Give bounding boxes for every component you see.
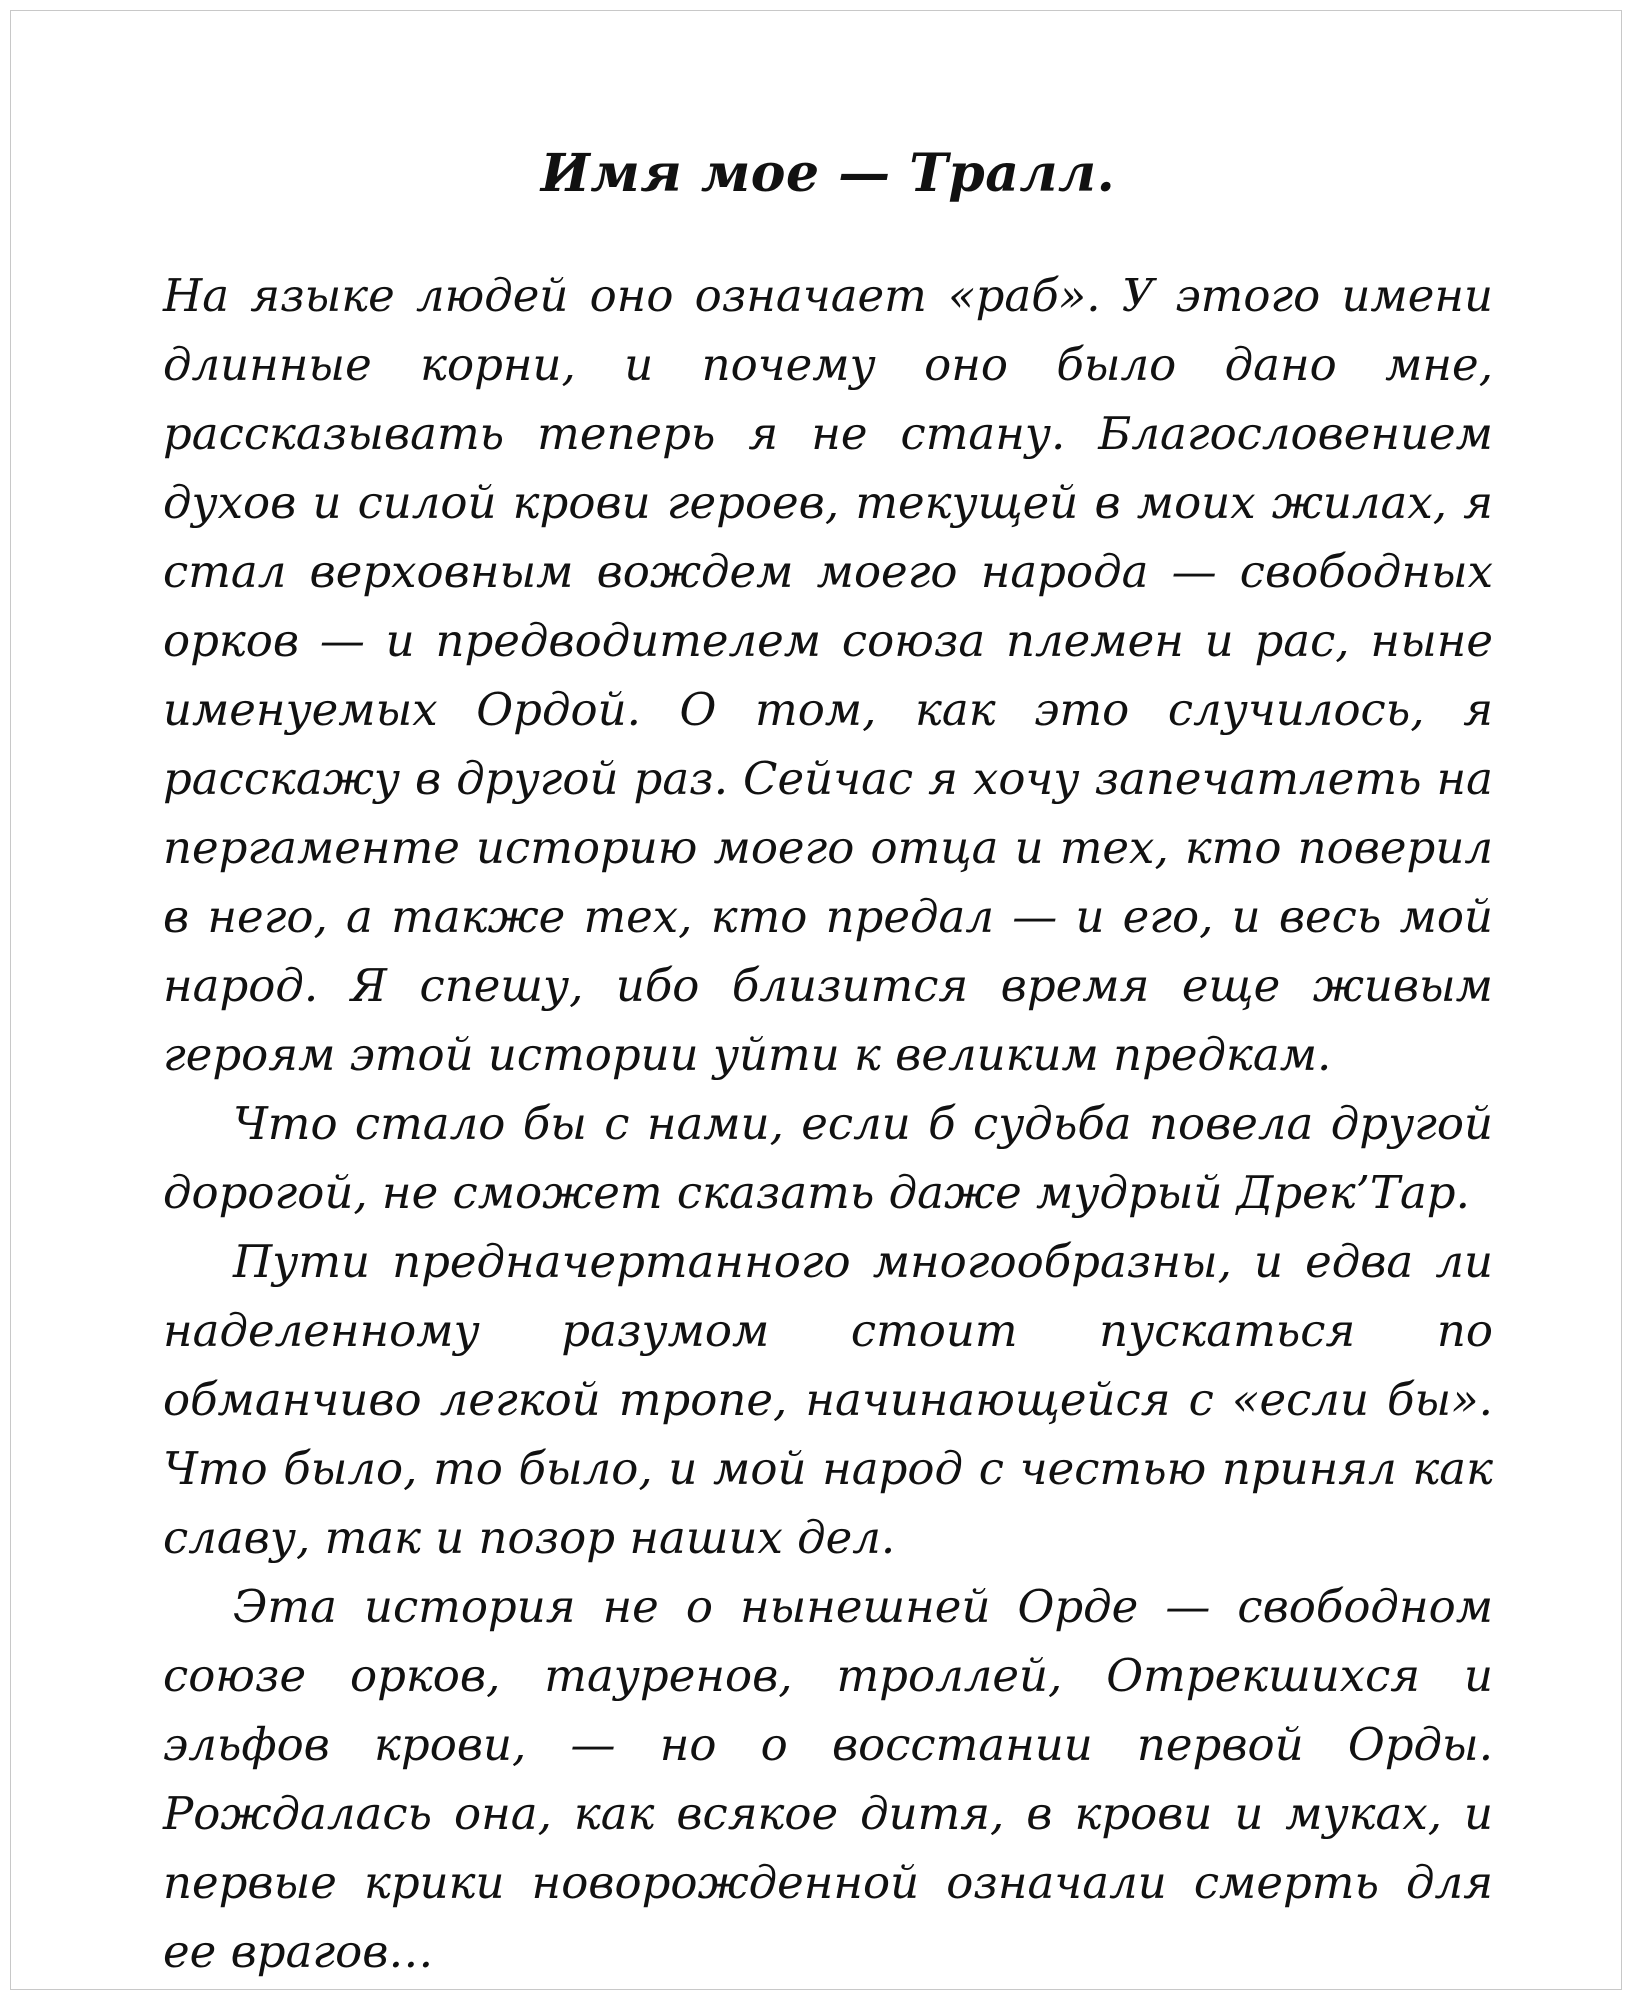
paragraph-4: Эта история не о нынешней Орде — свободном союзе орков, тауренов, троллей, Отрекшихся и эльфов крови, — но о восстании первой Орды. Рождалась она, как всякое дитя, в крови и муках, и первые крики новорожденной означали смерть для ее врагов… xyxy=(163,1580,1493,1978)
book-page xyxy=(10,10,1622,1990)
chapter-title: Имя мое — Тралл. xyxy=(540,143,1116,204)
paragraph-3: Пути предначертанного многообразны, и едва ли наделенному разумом стоит пускаться по обманчиво легкой тропе, начинающейся с «если бы». Что было, то было, и мой народ с честью принял как славу, так и позор наших дел. xyxy=(163,1235,1493,1564)
paragraph-2: Что стало бы с нами, если б судьба повела другой дорогой, не сможет сказать даже мудрый Дрек’Тар. xyxy=(163,1097,1493,1219)
page-content xyxy=(163,139,1493,1986)
paragraph-1: На языке людей оно означает «раб». У этого имени длинные корни, и почему оно было дано мне, рассказывать теперь я не стану. Благословением духов и силой крови героев, текущей в моих жилах, я стал верховным вождем моего народа — свободных орков — и предводителем союза племен и рас, ныне именуемых Ордой. О том, как это случилось, я расскажу в другой раз. Сейчас я хочу запечатлеть на пергаменте историю моего отца и тех, кто поверил в него, а также тех, кто предал — и его, и весь мой народ. Я спешу, ибо близится время еще живым героям этой истории уйти к великим предкам. xyxy=(163,269,1493,1081)
